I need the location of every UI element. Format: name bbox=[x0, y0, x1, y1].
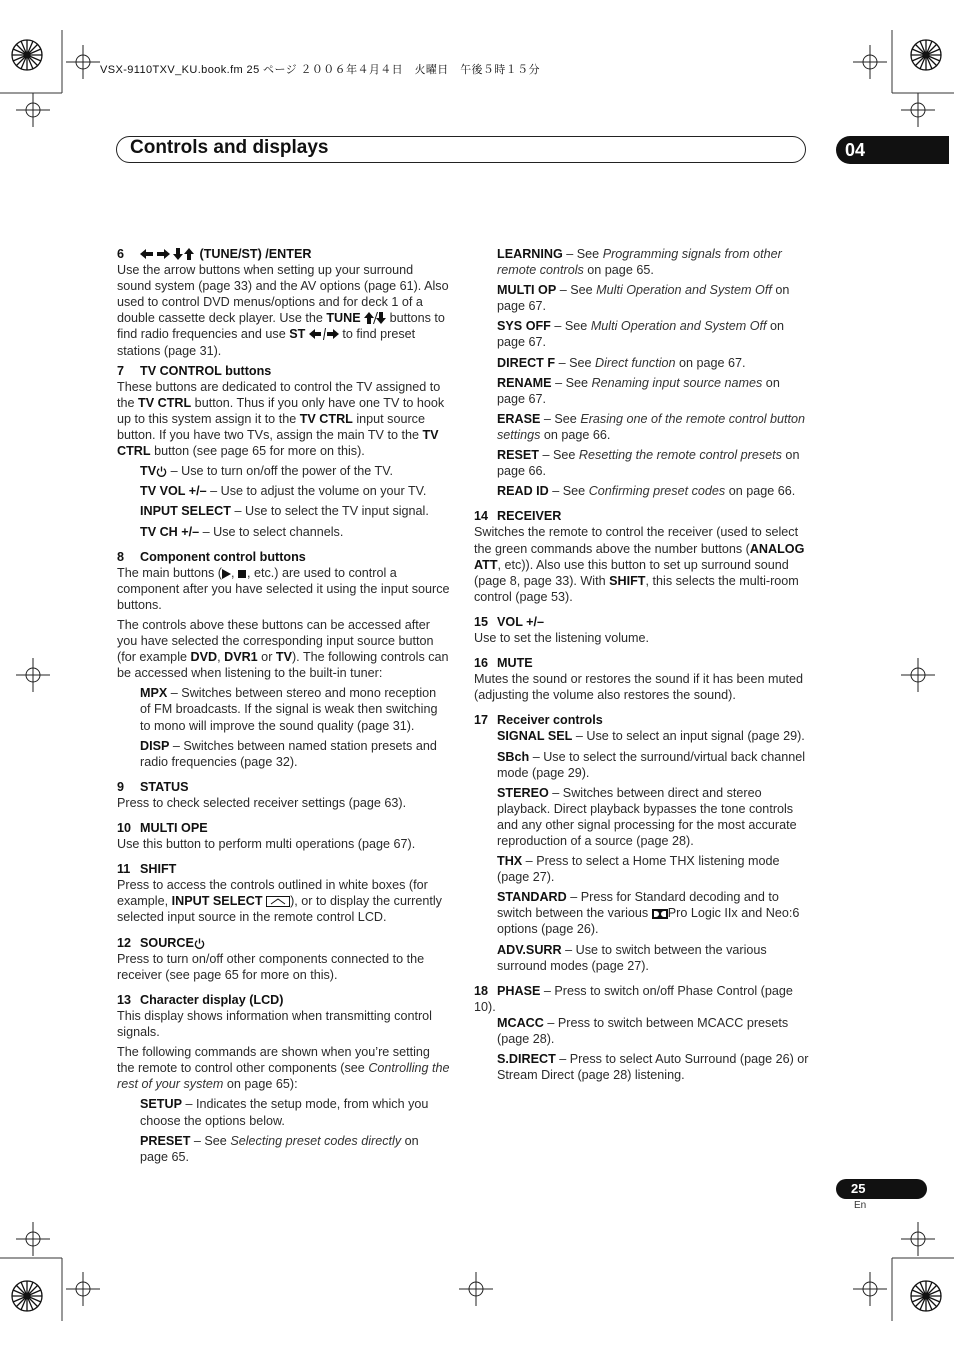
section-7-text: These buttons are dedicated to control the TV assigned to the TV CTRL button. Thus if you only have one TV to hook up to this system assign it to the TV CTRL input source button. If you have two TVs, assign the main TV to the TV CTRL button (see page 65 for more on this). bbox=[117, 379, 445, 459]
section-7-heading: 7 TV CONTROL buttons bbox=[117, 363, 272, 378]
lcd-command-item: SYS OFF – See Multi Operation and System Off on page 67. bbox=[497, 319, 785, 350]
file-info: VSX-9110TXV_KU.book.fm 25 ページ ２００６年４月４日 火曜日 午後５時１５分 bbox=[100, 64, 540, 76]
section-6-text: Use the arrow buttons when setting up your surround sound system (page 33) and the AV options (page 61). Also used to control DVD menus/options and for deck 1 of a double cassette deck player. Use the TUNE buttons to find radio frequencies and use ST to find preset stations (page 31). bbox=[117, 263, 449, 358]
right-column bbox=[474, 246, 810, 1083]
play-icon bbox=[222, 569, 231, 579]
arrow-buttons-icon bbox=[140, 248, 196, 260]
section-15-text: Use to set the listening volume. bbox=[474, 630, 650, 645]
lcd-command-item: RESET – See Resetting the remote control presets on page 66. bbox=[497, 448, 800, 479]
section-15-heading: 15 VOL +/– bbox=[474, 614, 545, 629]
receiver-control-item: THX – Press to select a Home THX listening mode (page 27). bbox=[497, 854, 780, 885]
s-direct-item: S.DIRECT – Press to select Auto Surround (page 26) or Stream Direct (page 28) listening. bbox=[497, 1052, 809, 1083]
receiver-controls-list bbox=[474, 728, 810, 889]
section-13-text-2: The following commands are shown when you’re setting the remote to control other components (see Controlling the rest of your system on page 65): bbox=[117, 1045, 450, 1092]
up-down-arrow-icon bbox=[364, 312, 386, 324]
chapter-badge: 04 bbox=[836, 136, 949, 164]
section-11-heading: 11 SHIFT bbox=[117, 862, 177, 877]
tv-input-select-item: INPUT SELECT – Use to select the TV input signal. bbox=[140, 504, 429, 519]
lcd-command-item: READ ID – See Confirming preset codes on page 66. bbox=[497, 484, 796, 499]
section-12-text: Press to turn on/off other components connected to the receiver (see page 65 for more on this). bbox=[117, 951, 425, 982]
power-icon bbox=[194, 938, 205, 949]
receiver-control-item: STEREO – Switches between direct and stereo playback. Direct playback bypasses the tone controls and any other signal processing for the most accurate reproduction of a source (page 28). bbox=[497, 785, 797, 848]
section-18: 18 PHASE – Press to switch on/off Phase Control (page 10). bbox=[474, 983, 793, 1014]
section-13-text-1: This display shows information when transmitting control signals. bbox=[117, 1008, 432, 1040]
section-10-heading: 10 MULTI OPE bbox=[117, 821, 208, 835]
section-12-heading: 12 SOURCE bbox=[117, 935, 450, 951]
stop-icon bbox=[238, 569, 247, 579]
lcd-command-item: LEARNING – See Programming signals from other remote controls on page 65. bbox=[497, 247, 782, 278]
page-language: En bbox=[854, 1200, 867, 1211]
preset-item: PRESET – See Selecting preset codes directly on page 65. bbox=[140, 1133, 419, 1164]
section-9-text: Press to check selected receiver settings (page 63). bbox=[117, 795, 407, 810]
setup-item: SETUP – Indicates the setup mode, from which you choose the options below. bbox=[140, 1097, 429, 1128]
lcd-command-item: MULTI OP – See Multi Operation and System Off on page 67. bbox=[497, 283, 790, 314]
section-11-text: Press to access the controls outlined in white boxes (for example, INPUT SELECT ), or to display the currently selected input source in the remote control LCD. bbox=[117, 878, 442, 925]
section-13-heading: 13 Character display (LCD) bbox=[117, 992, 284, 1007]
standard-item: STANDARD – Press for Standard decoding and to switch between the various Pro Logic IIx and Neo:6 options (page 26). bbox=[497, 890, 800, 937]
disp-item: DISP – Switches between named station presets and radio frequencies (page 32). bbox=[140, 738, 437, 769]
mcacc-item: MCACC – Press to switch between MCACC presets (page 28). bbox=[497, 1015, 789, 1047]
section-16-text: Mutes the sound or restores the sound if it has been muted (adjusting the volume also restores the sound). bbox=[474, 672, 804, 703]
adv-surr-item: ADV.SURR – Use to switch between the various surround modes (page 27). bbox=[497, 942, 767, 973]
page-title: Controls and displays bbox=[130, 137, 329, 158]
section-14-heading: 14 RECEIVER bbox=[474, 509, 562, 524]
tv-vol-item: TV VOL +/– – Use to adjust the volume on your TV. bbox=[140, 484, 427, 499]
lcd-command-item: ERASE – See Erasing one of the remote control button settings on page 66. bbox=[497, 411, 806, 442]
lcd-command-item: RENAME – See Renaming input source names on page 67. bbox=[497, 375, 780, 406]
left-right-arrow-icon bbox=[309, 328, 339, 340]
mpx-item: MPX – Switches between stereo and mono reception of FM broadcasts. If the signal is weak then switching to mono will improve the sound quality (page 31). bbox=[140, 686, 438, 733]
section-14-text: Switches the remote to control the receiver (used to select the green commands above the number buttons (ANALOG ATT, etc)). Also use this button to set up surround sound (page 8, page 33). With SHIFT, this selects the multi-room control (page 53). bbox=[474, 525, 805, 604]
input-select-button-icon bbox=[266, 896, 290, 907]
section-17-heading: 17 Receiver controls bbox=[474, 713, 603, 728]
section-8-heading: 8 Component control buttons bbox=[117, 549, 306, 564]
tv-power-item: TV – Use to turn on/off the power of the TV. bbox=[140, 464, 393, 479]
section-9-heading: 9 STATUS bbox=[117, 779, 189, 794]
section-10-text: Use this button to perform multi operations (page 67). bbox=[117, 837, 416, 852]
lcd-commands-list bbox=[474, 246, 810, 499]
receiver-control-item: SBch – Use to select the surround/virtual back channel mode (page 29). bbox=[497, 749, 806, 780]
section-number: 6 bbox=[117, 247, 125, 261]
dolby-double-d-icon bbox=[652, 909, 668, 919]
tv-ch-item: TV CH +/– – Use to select channels. bbox=[140, 524, 344, 539]
section-16-heading: 16 MUTE bbox=[474, 656, 533, 671]
section-8-text-1: The main buttons ( , , etc.) are used to control a component after you have selected it using the input source buttons. bbox=[117, 565, 450, 612]
left-column bbox=[117, 246, 450, 1165]
section-8-text-2: The controls above these buttons can be accessed after you have selected the corresponding input source button (for example DVD, DVR1 or TV). The following controls can be accessed when listening to the built-in tuner: bbox=[117, 617, 449, 681]
receiver-control-item: SIGNAL SEL – Use to select an input signal (page 29). bbox=[497, 729, 805, 744]
section-6-heading bbox=[117, 246, 450, 262]
section-title: (TUNE/ST) /ENTER bbox=[199, 247, 312, 261]
page-number-badge: 25 bbox=[836, 1179, 927, 1199]
power-icon bbox=[156, 466, 167, 477]
lcd-command-item: DIRECT F – See Direct function on page 67. bbox=[497, 355, 746, 370]
